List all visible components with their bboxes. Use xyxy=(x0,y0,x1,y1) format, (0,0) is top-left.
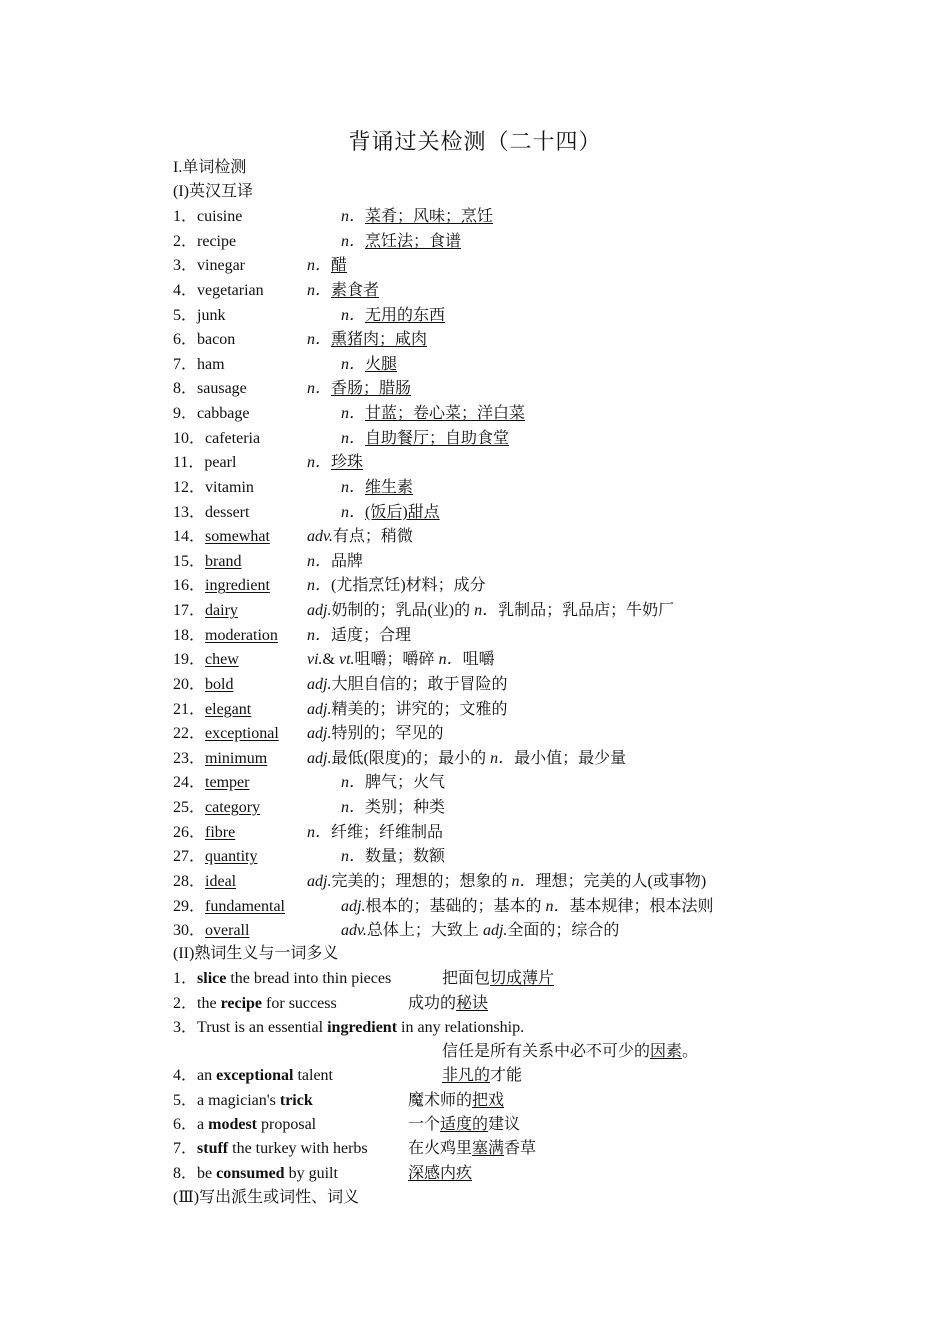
chinese-meaning xyxy=(341,476,413,500)
item-number: 20． xyxy=(173,675,206,693)
part-of-speech: adv. xyxy=(341,922,367,940)
meaning-text: (尤指烹饪)材料；成分 xyxy=(331,577,486,595)
part-of-speech: adj. xyxy=(307,725,332,743)
item-number: 10． xyxy=(173,429,206,447)
vocab-item xyxy=(173,501,440,525)
item-number: 23． xyxy=(173,749,206,767)
part-of-speech: adj. xyxy=(307,675,332,693)
translation-segment: 塞满 xyxy=(472,1140,505,1157)
vocab-item xyxy=(173,821,444,845)
phrase-translation xyxy=(408,1089,504,1113)
item-number: 24． xyxy=(173,774,206,792)
vocab-item xyxy=(173,870,707,894)
chinese-meaning xyxy=(307,525,413,549)
part-of-speech: n． xyxy=(307,257,332,275)
part-of-speech: n． xyxy=(341,503,366,521)
vocab-item xyxy=(173,353,398,377)
item-number: 6． xyxy=(173,331,198,349)
item-number: 1． xyxy=(173,208,198,225)
translation-segment: 。 xyxy=(682,1043,699,1060)
chinese-meaning xyxy=(307,624,411,648)
part-of-speech: n． xyxy=(307,552,332,570)
chinese-meaning xyxy=(341,427,509,451)
part-of-speech: n． xyxy=(341,208,366,225)
item-number: 12． xyxy=(173,478,206,496)
vocab-item xyxy=(173,673,508,697)
phrase-item xyxy=(173,992,489,1016)
english-word: quantity xyxy=(205,848,258,866)
part-of-speech: n． xyxy=(341,799,366,817)
vocab-item xyxy=(173,402,526,426)
part-of-speech: n． xyxy=(438,651,463,669)
translation-segment: 非凡的 xyxy=(442,1067,491,1084)
chinese-meaning xyxy=(341,919,619,943)
phrase-text: the xyxy=(197,995,221,1012)
phrase-keyword: ingredient xyxy=(327,1019,398,1036)
part-of-speech: n． xyxy=(341,429,366,447)
item-number: 11． xyxy=(173,454,205,472)
meaning-text: 素食者 xyxy=(331,281,380,299)
part-of-speech: n． xyxy=(490,749,515,767)
part-of-speech: n． xyxy=(341,232,366,250)
item-number: 9． xyxy=(173,405,198,423)
item-number: 4． xyxy=(173,281,198,299)
phrase-text: the bread into thin pieces xyxy=(226,970,392,987)
phrase-translation xyxy=(408,992,488,1016)
english-word: cuisine xyxy=(197,208,243,225)
english-word: minimum xyxy=(205,749,268,767)
item-number: 28． xyxy=(173,873,206,890)
phrase-item xyxy=(173,1137,537,1161)
chinese-meaning xyxy=(341,501,440,525)
item-number: 29． xyxy=(173,897,206,915)
item-number: 8． xyxy=(173,380,198,398)
chinese-meaning xyxy=(341,205,493,229)
phrase-item xyxy=(173,1064,523,1088)
vocab-item xyxy=(173,599,675,623)
item-number: 21． xyxy=(173,700,206,718)
vocab-item xyxy=(173,254,348,278)
english-word: bacon xyxy=(197,331,236,349)
phrase-translation xyxy=(408,1137,536,1161)
item-number: 17． xyxy=(173,602,206,620)
meaning-text: 根本的；基础的；基本的 xyxy=(365,897,542,915)
part-of-speech: adj. xyxy=(307,602,332,620)
part-of-speech: n． xyxy=(341,478,366,496)
meaning-text: 甘蓝；卷心菜；洋白菜 xyxy=(365,405,526,423)
chinese-meaning xyxy=(307,328,427,352)
translation-segment: 秘诀 xyxy=(456,995,489,1012)
vocab-item xyxy=(173,919,620,943)
part-of-speech: vt. xyxy=(339,651,355,669)
phrase-text: talent xyxy=(293,1067,333,1084)
item-number: 25． xyxy=(173,799,206,817)
meaning-text: 特别的；罕见的 xyxy=(331,725,444,743)
meaning-text: 最低(限度)的；最小的 xyxy=(331,749,487,767)
meaning-text: 维生素 xyxy=(365,478,414,496)
phrase-item xyxy=(173,1113,521,1137)
chinese-meaning xyxy=(341,402,525,426)
item-number: 3． xyxy=(173,1019,198,1036)
item-number: 14． xyxy=(173,528,206,546)
chinese-meaning xyxy=(307,821,443,845)
meaning-text: 品牌 xyxy=(331,552,364,570)
item-number: 19． xyxy=(173,651,206,669)
meaning-text: 理想；完美的人(或事物) xyxy=(535,873,707,890)
chinese-meaning xyxy=(307,451,363,475)
item-number: 2． xyxy=(173,232,198,250)
phrase-item xyxy=(173,1016,524,1040)
meaning-text: 全面的；综合的 xyxy=(507,922,620,940)
english-word: dessert xyxy=(205,503,250,521)
meaning-text: 最小值；最少量 xyxy=(514,749,627,767)
item-number: 30． xyxy=(173,922,206,940)
vocab-item xyxy=(173,895,714,919)
phrase-text: proposal xyxy=(257,1116,317,1133)
part-of-speech: n． xyxy=(545,897,570,915)
part-of-speech: n． xyxy=(307,577,332,595)
vocab-item xyxy=(173,451,364,475)
meaning-text: 奶制的；乳品(业)的 xyxy=(331,602,471,620)
section-heading: I.单词检测 xyxy=(173,159,247,176)
translation-segment: 魔术师的 xyxy=(408,1092,473,1109)
item-number: 5． xyxy=(173,306,198,324)
part-of-speech: adj. xyxy=(307,873,332,890)
meaning-text: 适度；合理 xyxy=(331,626,412,644)
translation-segment: 才能 xyxy=(490,1067,523,1084)
part-of-speech: n． xyxy=(307,281,332,299)
phrase-translation xyxy=(442,1040,698,1064)
chinese-meaning xyxy=(341,845,445,869)
vocab-item xyxy=(173,328,428,352)
phrase-item xyxy=(173,967,555,991)
chinese-meaning xyxy=(307,574,486,598)
item-number: 13． xyxy=(173,503,206,521)
phrase-keyword: slice xyxy=(197,970,227,987)
part-heading-derivatives: (Ⅲ)写出派生或词性、词义 xyxy=(173,1189,360,1206)
meaning-text: 珍珠 xyxy=(331,454,364,472)
vocab-item xyxy=(173,845,446,869)
vocab-item xyxy=(173,525,413,549)
translation-segment: 把面包 xyxy=(442,970,491,987)
phrase-keyword: recipe xyxy=(220,995,263,1012)
phrase-text: for success xyxy=(262,995,337,1012)
item-number: 6． xyxy=(173,1116,198,1133)
vocab-item xyxy=(173,427,510,451)
part-of-speech: adj. xyxy=(307,700,332,718)
item-number: 2． xyxy=(173,995,198,1012)
english-word: brand xyxy=(205,552,242,570)
english-word: recipe xyxy=(197,232,237,250)
phrase-text: Trust is an essential xyxy=(197,1019,328,1036)
phrase-keyword: stuff xyxy=(197,1140,229,1157)
english-word: cafeteria xyxy=(205,429,261,447)
chinese-meaning xyxy=(341,796,445,820)
translation-segment: 信任是所有关系中必不可少的 xyxy=(442,1043,651,1060)
english-word: ingredient xyxy=(205,577,270,595)
vocab-item xyxy=(173,377,412,401)
item-number: 8． xyxy=(173,1165,198,1182)
vocab-item xyxy=(173,796,446,820)
english-word: junk xyxy=(197,306,226,324)
item-number: 18． xyxy=(173,626,206,644)
meaning-text: 大胆自信的；敢于冒险的 xyxy=(331,675,508,693)
vocab-item xyxy=(173,771,446,795)
part-of-speech: n． xyxy=(341,774,366,792)
phrase-item xyxy=(173,1089,505,1113)
vocab-item xyxy=(173,550,364,574)
part-of-speech: n． xyxy=(341,405,366,423)
meaning-text: 醋 xyxy=(331,257,348,275)
vocab-item xyxy=(173,205,494,229)
part-of-speech: n． xyxy=(474,602,499,620)
phrase-item xyxy=(173,1162,473,1186)
english-word: cabbage xyxy=(197,405,250,423)
chinese-meaning: vi.& vt.咀嚼；嚼碎 n．咀嚼 xyxy=(307,651,495,669)
english-word: vitamin xyxy=(205,478,254,496)
chinese-meaning xyxy=(307,673,507,697)
chinese-meaning xyxy=(341,304,445,328)
meaning-text: 完美的；理想的；想象的 xyxy=(331,873,508,890)
part-of-speech: n． xyxy=(341,306,366,324)
english-word: overall xyxy=(205,922,250,940)
phrase-text: by guilt xyxy=(284,1165,338,1182)
part-of-speech: n． xyxy=(307,380,332,398)
chinese-meaning xyxy=(307,550,363,574)
english-word: sausage xyxy=(197,380,247,398)
phrase-text: an xyxy=(197,1067,217,1084)
english-word: fundamental xyxy=(205,897,285,915)
part-of-speech: n． xyxy=(511,873,536,890)
part-of-speech: n． xyxy=(307,823,332,841)
item-number: 1． xyxy=(173,970,198,987)
chinese-meaning xyxy=(341,353,397,377)
phrase-text: a magician's xyxy=(197,1092,280,1109)
meaning-text: (饭后)甜点 xyxy=(365,503,440,521)
part-of-speech: adj. xyxy=(482,922,508,940)
chinese-meaning xyxy=(307,698,507,722)
english-word: vinegar xyxy=(197,257,245,275)
part-of-speech: n． xyxy=(307,331,332,349)
phrase-keyword: consumed xyxy=(216,1165,285,1182)
item-number: 3． xyxy=(173,257,198,275)
translation-segment: 切成薄片 xyxy=(490,970,555,987)
phrase-translation xyxy=(408,1162,472,1186)
translation-segment: 深感内疚 xyxy=(408,1165,473,1182)
phrase-translation xyxy=(442,967,554,991)
translation-segment: 在火鸡里 xyxy=(408,1140,473,1157)
item-number: 7． xyxy=(173,1140,198,1157)
chinese-meaning xyxy=(307,870,706,894)
chinese-meaning xyxy=(307,599,674,623)
meaning-text: 基本规律；根本法则 xyxy=(569,897,714,915)
vocab-item xyxy=(173,698,508,722)
part-of-speech: n． xyxy=(341,355,366,373)
english-word: chew xyxy=(205,651,239,669)
english-word: temper xyxy=(205,774,250,792)
vocab-item xyxy=(173,648,495,672)
vocab-item xyxy=(173,230,462,254)
english-word: exceptional xyxy=(205,725,279,743)
english-word: category xyxy=(205,799,261,817)
item-number: 15． xyxy=(173,552,206,570)
phrase-translation xyxy=(408,1113,520,1137)
meaning-text: 精美的；讲究的；文雅的 xyxy=(331,700,508,718)
translation-segment: 建议 xyxy=(488,1116,521,1133)
translation-segment: 把戏 xyxy=(472,1092,505,1109)
part-of-speech: adj. xyxy=(307,749,332,767)
english-word: pearl xyxy=(204,454,237,472)
meaning-text: 香肠；腊肠 xyxy=(331,380,412,398)
chinese-meaning xyxy=(307,747,626,771)
item-number: 22． xyxy=(173,725,206,743)
part-of-speech: adv. xyxy=(307,528,333,546)
phrase-text: be xyxy=(197,1165,217,1182)
meaning-text: 自助餐厅；自助食堂 xyxy=(365,429,510,447)
phrase-text: a xyxy=(197,1116,209,1133)
vocab-item xyxy=(173,304,446,328)
item-number: 7． xyxy=(173,355,198,373)
english-word: moderation xyxy=(205,626,278,644)
meaning-text: 纤维；纤维制品 xyxy=(331,823,444,841)
vocab-item xyxy=(173,476,414,500)
item-number: 16． xyxy=(173,577,206,595)
chinese-meaning xyxy=(341,771,445,795)
meaning-text: 总体上；大致上 xyxy=(366,922,479,940)
translation-segment: 成功的 xyxy=(408,995,457,1012)
translation-segment: 香草 xyxy=(504,1140,537,1157)
translation-segment: 适度的 xyxy=(440,1116,489,1133)
chinese-meaning xyxy=(341,895,714,919)
item-number: 27． xyxy=(173,848,206,866)
meaning-text: 菜肴；风味；烹饪 xyxy=(365,208,494,225)
meaning-text: 乳制品；乳品店；牛奶厂 xyxy=(498,602,675,620)
item-number: 5． xyxy=(173,1092,198,1109)
english-word: somewhat xyxy=(205,528,270,546)
meaning-text: 数量；数额 xyxy=(365,848,446,866)
english-word: dairy xyxy=(205,602,238,620)
translation-segment: 因素 xyxy=(650,1043,683,1060)
vocab-item xyxy=(173,279,380,303)
phrase-keyword: trick xyxy=(279,1092,313,1109)
translation-segment: 一个 xyxy=(408,1116,441,1133)
part-heading-vocab: (I)英汉互译 xyxy=(173,183,253,200)
meaning-text: 咀嚼；嚼碎 xyxy=(354,651,435,669)
english-word: bold xyxy=(205,675,234,693)
meaning-text: 熏猪肉；咸肉 xyxy=(331,331,428,349)
chinese-meaning xyxy=(307,377,411,401)
vocab-item xyxy=(173,747,627,771)
part-heading-phrases: (II)熟词生义与一词多义 xyxy=(173,945,339,962)
english-word: fibre xyxy=(205,823,236,841)
vocab-item xyxy=(173,624,412,648)
meaning-text: 脾气；火气 xyxy=(365,774,446,792)
chinese-meaning xyxy=(307,722,443,746)
chinese-meaning xyxy=(307,279,379,303)
phrase-text: the turkey with herbs xyxy=(228,1140,368,1157)
part-of-speech: n． xyxy=(341,848,366,866)
meaning-text: 烹饪法；食谱 xyxy=(365,232,462,250)
page-title: 背诵过关检测（二十四） xyxy=(348,129,602,154)
english-word: ham xyxy=(197,355,225,373)
phrase-keyword: modest xyxy=(208,1116,258,1133)
meaning-text: 无用的东西 xyxy=(365,306,446,324)
item-number: 4． xyxy=(173,1067,198,1084)
meaning-text: 咀嚼 xyxy=(462,651,495,669)
item-number: 26． xyxy=(173,823,206,841)
part-of-speech: n． xyxy=(307,626,332,644)
meaning-text: 类别；种类 xyxy=(365,799,446,817)
english-word: elegant xyxy=(205,700,252,718)
phrase-keyword: exceptional xyxy=(216,1067,294,1084)
part-of-speech: adj. xyxy=(341,897,366,915)
meaning-text: 有点；稍微 xyxy=(332,528,413,546)
english-word: ideal xyxy=(205,873,237,890)
part-of-speech: n． xyxy=(307,454,332,472)
chinese-meaning xyxy=(307,254,347,278)
english-word: vegetarian xyxy=(197,281,264,299)
chinese-meaning xyxy=(341,230,461,254)
part-of-speech: vi. xyxy=(307,651,323,669)
vocab-item xyxy=(173,574,486,598)
phrase-translation xyxy=(442,1064,522,1088)
vocab-item xyxy=(173,722,444,746)
phrase-text: in any relationship. xyxy=(397,1019,525,1036)
meaning-text: 火腿 xyxy=(365,355,398,373)
